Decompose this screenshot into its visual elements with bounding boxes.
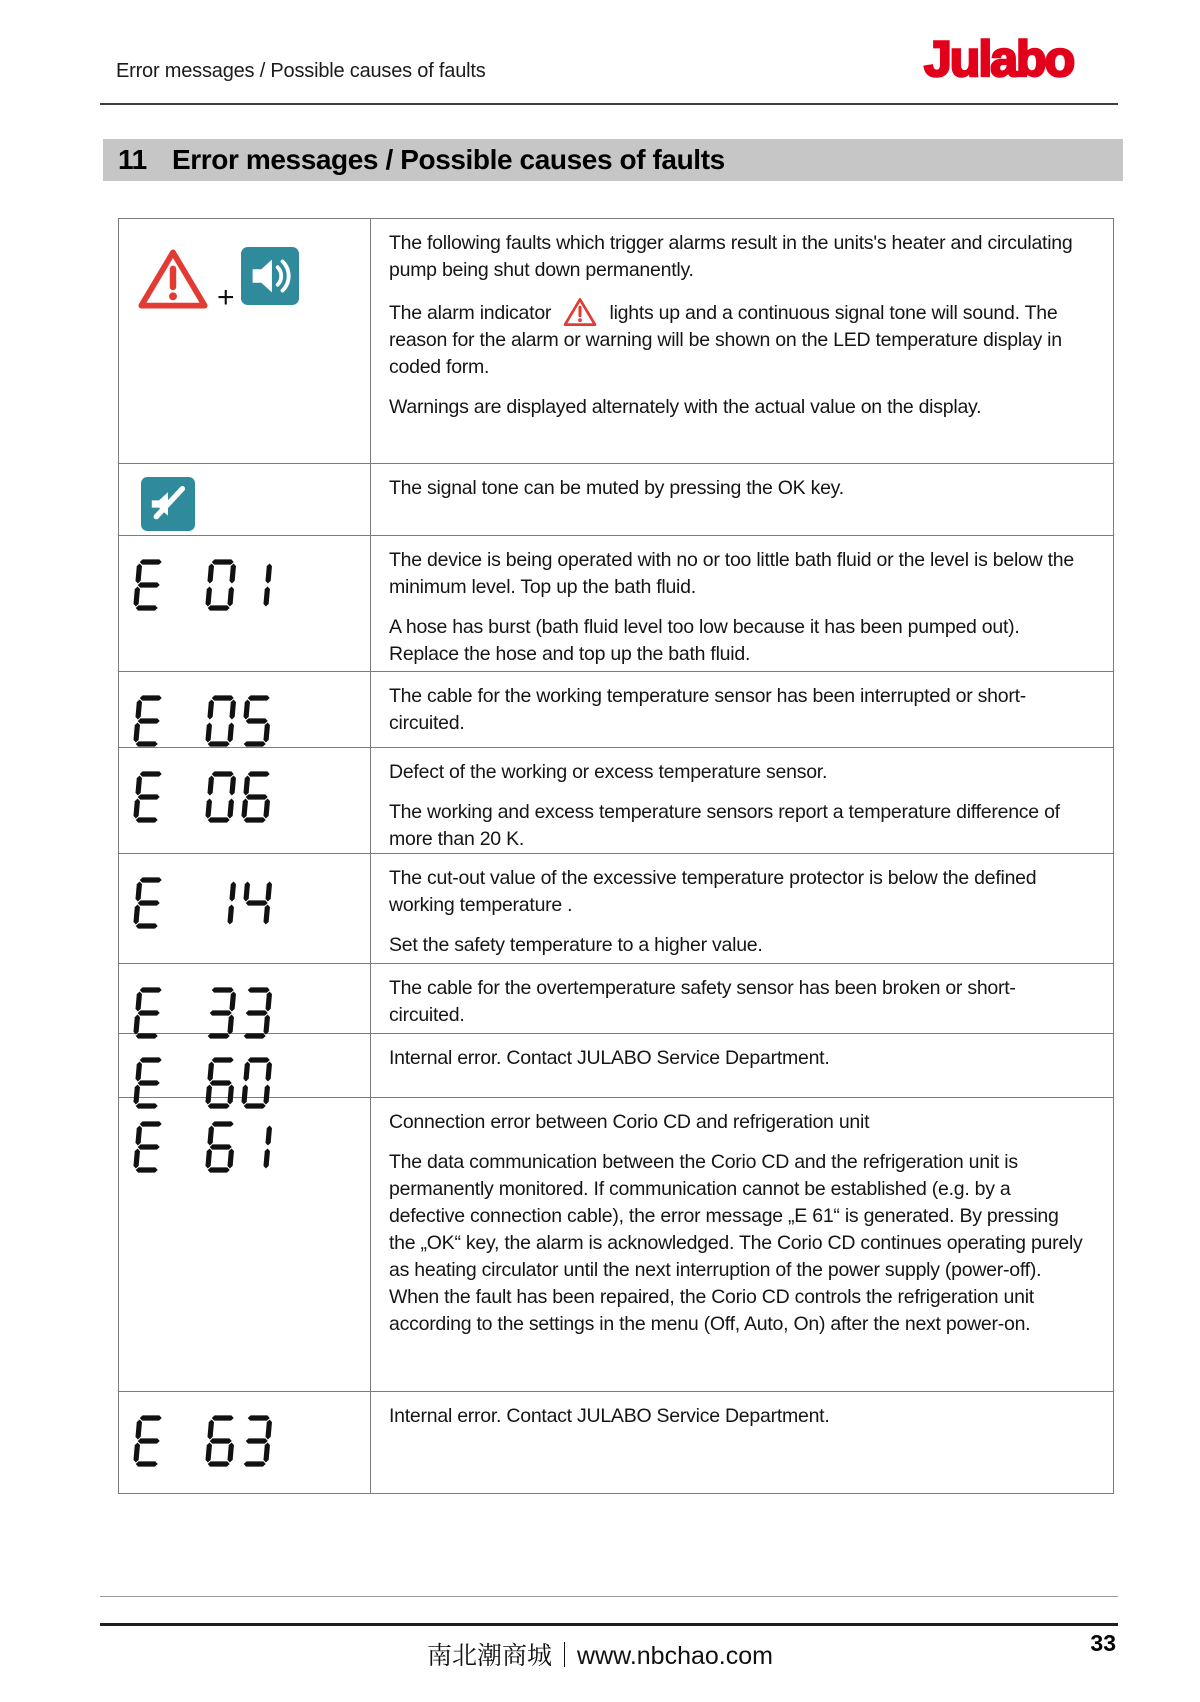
section-heading [103, 139, 1123, 181]
section-title: Error messages / Possible causes of faults [172, 144, 725, 175]
header-divider [100, 103, 1118, 105]
warning-triangle-icon [137, 247, 209, 311]
cell-paragraph: The signal tone can be muted by pressing the OK key. [389, 477, 844, 499]
table-row [119, 535, 1113, 671]
seven-segment-display [131, 876, 281, 932]
description-cell [371, 536, 1113, 671]
table-row [119, 1033, 1113, 1097]
error-code-cell [119, 1392, 371, 1493]
cell-paragraph: Connection error between Corio CD and refrigeration unit [389, 1111, 870, 1133]
speaker-on-icon [241, 247, 299, 305]
cell-paragraph: Set the safety temperature to a higher value. [389, 934, 763, 956]
cell-paragraph: The cable for the overtemperature safety sensor has been broken or short-circuited. [389, 977, 1016, 1026]
cell-paragraph: The device is being operated with no or too little bath fluid or the level is below the minimum level. Top up the bath fluid. [389, 549, 1075, 598]
logo-text: Julabo [924, 31, 1074, 87]
section-number: 11 [118, 144, 147, 175]
cell-paragraph: The cut-out value of the excessive temperature protector is below the defined working temperature . [389, 867, 1037, 916]
error-code-cell [119, 854, 371, 963]
warning-triangle-icon [563, 297, 597, 327]
mute-icon-cell [119, 464, 371, 535]
footer-divider-thick [100, 1623, 1118, 1626]
table-row [119, 963, 1113, 1033]
error-code-cell [119, 964, 371, 1033]
error-code-cell [119, 672, 371, 747]
table-row [119, 747, 1113, 853]
table-row [119, 219, 1113, 463]
table-row [119, 671, 1113, 747]
cell-paragraph: The data communication between the Corio CD and the refrigeration unit is permanently monitored. If communication cannot be established (e.g. by a defective connection cable), the error message „E 61“ is generated. By pressing the „OK“ key, the alarm is acknowledged. The Corio CD continues operating purely as heating circulator until the next interruption of the power supply (power-off). When the fault has been repaired, the Corio CD controls the refrigeration unit according to the settings in the menu (Off, Auto, On) after the next power-on. [389, 1151, 1083, 1335]
table-row [119, 1097, 1113, 1391]
cell-paragraph: Warnings are displayed alternately with the actual value on the display. [389, 396, 982, 418]
error-code-cell [119, 1098, 371, 1391]
description-cell [371, 854, 1113, 963]
alarm-icons-cell [119, 219, 371, 463]
description-cell [371, 964, 1113, 1033]
description-cell [371, 748, 1113, 853]
julabo-logo [922, 28, 1118, 90]
cell-paragraph: The following faults which trigger alarms result in the units's heater and circulating pump being shut down permanently. [389, 232, 1073, 281]
text-after-icon: lights up and a continuous signal tone will sound. The reason for the alarm or warning will be shown on the LED temperature display in coded form. [389, 302, 1062, 378]
cell-paragraph [389, 297, 1089, 381]
cell-paragraph: Defect of the working or excess temperature sensor. [389, 761, 828, 783]
description-cell [371, 1098, 1113, 1391]
footer-site-text: 南北潮商城｜www.nbchao.com [427, 1642, 773, 1670]
speaker-muted-icon [141, 477, 195, 531]
seven-segment-display [131, 1120, 281, 1176]
text-before-icon: The alarm indicator [389, 302, 557, 324]
error-code-cell [119, 1034, 371, 1097]
seven-segment-display [131, 1414, 281, 1470]
description-cell [371, 219, 1113, 463]
page-number: 33 [1090, 1630, 1116, 1656]
cell-paragraph: Internal error. Contact JULABO Service Department. [389, 1405, 830, 1427]
cell-paragraph: The cable for the working temperature sensor has been interrupted or short-circuited. [389, 685, 1027, 734]
table-row [119, 1391, 1113, 1493]
error-table [118, 218, 1114, 1494]
table-row [119, 463, 1113, 535]
description-cell [371, 672, 1113, 747]
description-cell [371, 1034, 1113, 1097]
table-row [119, 853, 1113, 963]
cell-paragraph: A hose has burst (bath fluid level too low because it has been pumped out). Replace the hose and top up the bath fluid. [389, 616, 1020, 665]
cell-paragraph: Internal error. Contact JULABO Service Department. [389, 1047, 830, 1069]
description-cell [371, 464, 1113, 535]
seven-segment-display [131, 694, 281, 750]
description-cell [371, 1392, 1113, 1493]
cell-paragraph: The working and excess temperature sensors report a temperature difference of more than 20 K. [389, 801, 1060, 850]
seven-segment-display [131, 770, 281, 826]
error-code-cell [119, 536, 371, 671]
seven-segment-display [131, 558, 281, 614]
footer-divider-thin [100, 1596, 1118, 1597]
breadcrumb: Error messages / Possible causes of faults [116, 60, 486, 82]
error-code-cell [119, 748, 371, 853]
plus-sign: + [217, 281, 235, 314]
